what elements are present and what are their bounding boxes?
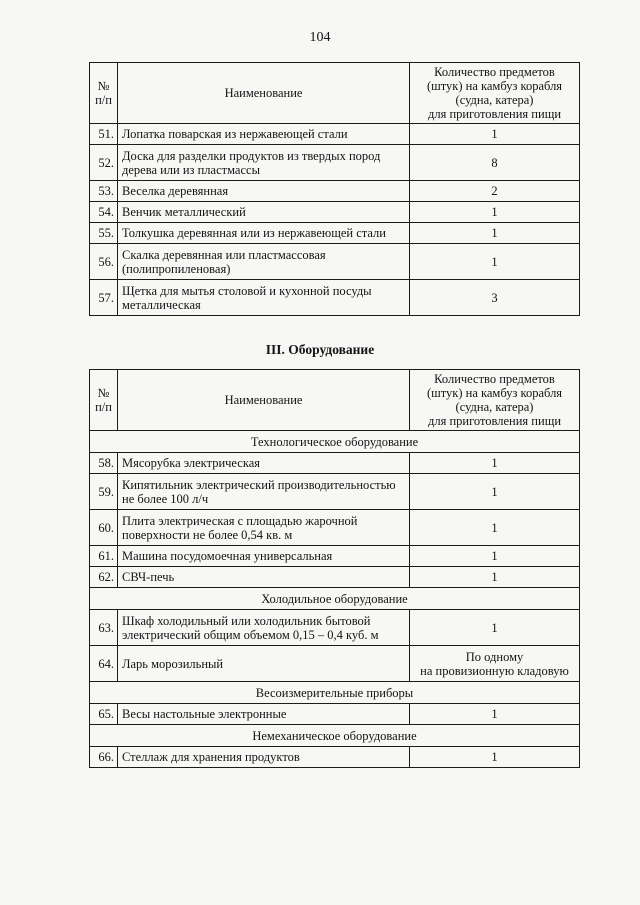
item-name [118, 124, 410, 145]
item-quantity [410, 244, 580, 280]
item-name-line: Лопатка поварская из нержавеющей стали [122, 127, 348, 141]
item-name-line: Плита электрическая с площадью жарочной [122, 513, 358, 528]
table-row [90, 646, 580, 682]
item-quantity [410, 181, 580, 202]
header-num [90, 370, 118, 431]
item-name [118, 244, 410, 280]
item-quantity-line: 1 [491, 750, 498, 764]
section-row [90, 682, 580, 704]
item-quantity [410, 510, 580, 546]
table-row [90, 546, 580, 567]
item-name-line: Венчик металлический [122, 205, 246, 219]
table-header-row [90, 63, 580, 124]
item-quantity [410, 704, 580, 725]
table-row [90, 244, 580, 280]
row-number: 64. [90, 646, 118, 682]
item-name [118, 223, 410, 244]
item-name [118, 145, 410, 181]
section-row [90, 588, 580, 610]
table-row [90, 510, 580, 546]
item-quantity [410, 474, 580, 510]
item-name [118, 181, 410, 202]
item-name [118, 202, 410, 223]
item-quantity [410, 280, 580, 316]
item-name-line: Шкаф холодильный или холодильник бытовой [122, 613, 371, 628]
item-name-line: Толкушка деревянная или из нержавеющей стали [122, 226, 386, 240]
row-number: 57. [90, 280, 118, 316]
item-name [118, 646, 410, 682]
header-qty-line: (судна, катера) [455, 400, 534, 414]
row-number: 55. [90, 223, 118, 244]
section-header: Весоизмерительные приборы [90, 682, 580, 704]
item-name [118, 280, 410, 316]
section-header: Технологическое оборудование [90, 431, 580, 453]
section-title: III. Оборудование [265, 342, 375, 357]
table-row [90, 223, 580, 244]
table-row [90, 610, 580, 646]
item-quantity-line: 2 [491, 184, 498, 198]
item-quantity-line: 8 [491, 155, 498, 170]
item-name-line: Доска для разделки продуктов из твердых пород [122, 148, 381, 163]
section-header: Немеханическое оборудование [90, 725, 580, 747]
header-qty-line: (штук) на камбуз корабля [426, 79, 563, 93]
item-quantity-line: 1 [491, 226, 498, 240]
item-quantity-line: 1 [491, 549, 498, 563]
header-qty [410, 63, 580, 124]
item-quantity-line: 1 [491, 484, 498, 499]
item-name [118, 567, 410, 588]
item-quantity [410, 747, 580, 768]
table-row [90, 124, 580, 145]
item-quantity-line: 1 [491, 205, 498, 219]
item-quantity-line: 1 [491, 520, 498, 535]
item-name [118, 453, 410, 474]
item-quantity-line: 1 [491, 620, 498, 635]
item-quantity-line: 1 [491, 127, 498, 141]
item-quantity [410, 567, 580, 588]
item-quantity-line: на провизионную кладовую [420, 663, 569, 678]
item-quantity [410, 453, 580, 474]
item-name [118, 510, 410, 546]
table-row [90, 567, 580, 588]
item-quantity-line: 1 [491, 456, 498, 470]
row-number: 54. [90, 202, 118, 223]
section-row [90, 725, 580, 747]
header-qty-line: для приготовления пищи [427, 107, 562, 121]
item-name-line: Щетка для мытья столовой и кухонной посуды [122, 283, 372, 298]
item-name-line: СВЧ-печь [122, 570, 175, 584]
table-row [90, 280, 580, 316]
table-row [90, 145, 580, 181]
header-num-line: № [97, 79, 110, 93]
item-name [118, 546, 410, 567]
section-header: Холодильное оборудование [90, 588, 580, 610]
row-number: 51. [90, 124, 118, 145]
header-qty-line: (штук) на камбуз корабля [426, 386, 563, 400]
table-row [90, 453, 580, 474]
item-name-line: Ларь морозильный [122, 656, 224, 671]
header-qty-line: для приготовления пищи [427, 414, 562, 428]
header-num [90, 63, 118, 124]
item-name-line: поверхности не более 0,54 кв. м [122, 527, 293, 542]
table-header-row [90, 370, 580, 431]
row-number: 52. [90, 145, 118, 181]
item-quantity-line: По одному [465, 649, 524, 664]
item-quantity [410, 646, 580, 682]
header-qty-line: Количество предметов [434, 65, 555, 79]
header-name: Наименование [118, 370, 410, 431]
item-name-line: Кипятильник электрический производительностью [122, 477, 396, 492]
equipment-table [89, 369, 580, 768]
item-name [118, 704, 410, 725]
item-quantity [410, 145, 580, 181]
item-name [118, 610, 410, 646]
section-row [90, 431, 580, 453]
row-number: 53. [90, 181, 118, 202]
header-qty-line: Количество предметов [434, 372, 555, 386]
utensils-table-body [90, 124, 580, 316]
row-number: 56. [90, 244, 118, 280]
item-name-line: электрический общим объемом 0,15 – 0,4 куб. м [122, 627, 379, 642]
page-number: 104 [309, 30, 331, 45]
header-num-line: п/п [95, 93, 112, 107]
table-row [90, 202, 580, 223]
item-name-line: (полипропиленовая) [122, 261, 231, 276]
item-quantity [410, 610, 580, 646]
item-name-line: Стеллаж для хранения продуктов [122, 750, 300, 764]
item-quantity-line: 3 [491, 290, 498, 305]
item-name-line: не более 100 л/ч [122, 491, 209, 506]
equipment-table-body [90, 431, 580, 768]
item-quantity [410, 546, 580, 567]
header-num-line: п/п [95, 400, 112, 414]
item-quantity-line: 1 [491, 570, 498, 584]
item-quantity [410, 124, 580, 145]
header-qty-line: (судна, катера) [455, 93, 534, 107]
utensils-table [89, 62, 580, 316]
item-name [118, 747, 410, 768]
item-name [118, 474, 410, 510]
row-number: 60. [90, 510, 118, 546]
row-number: 65. [90, 704, 118, 725]
row-number: 61. [90, 546, 118, 567]
item-quantity-line: 1 [491, 254, 498, 269]
item-name-line: Скалка деревянная или пластмассовая [122, 247, 326, 262]
item-quantity [410, 223, 580, 244]
row-number: 58. [90, 453, 118, 474]
table-row [90, 474, 580, 510]
table-row [90, 181, 580, 202]
header-name: Наименование [118, 63, 410, 124]
header-qty [410, 370, 580, 431]
table-row [90, 747, 580, 768]
row-number: 63. [90, 610, 118, 646]
row-number: 59. [90, 474, 118, 510]
item-name-line: Мясорубка электрическая [122, 456, 261, 470]
item-name-line: Веселка деревянная [122, 184, 229, 198]
row-number: 62. [90, 567, 118, 588]
item-name-line: Весы настольные электронные [122, 707, 287, 721]
item-name-line: Машина посудомоечная универсальная [122, 549, 333, 563]
item-quantity-line: 1 [491, 707, 498, 721]
item-quantity [410, 202, 580, 223]
header-num-line: № [97, 386, 110, 400]
row-number: 66. [90, 747, 118, 768]
item-name-line: металлическая [122, 297, 201, 312]
table-row [90, 704, 580, 725]
item-name-line: дерева или из пластмассы [122, 162, 260, 177]
